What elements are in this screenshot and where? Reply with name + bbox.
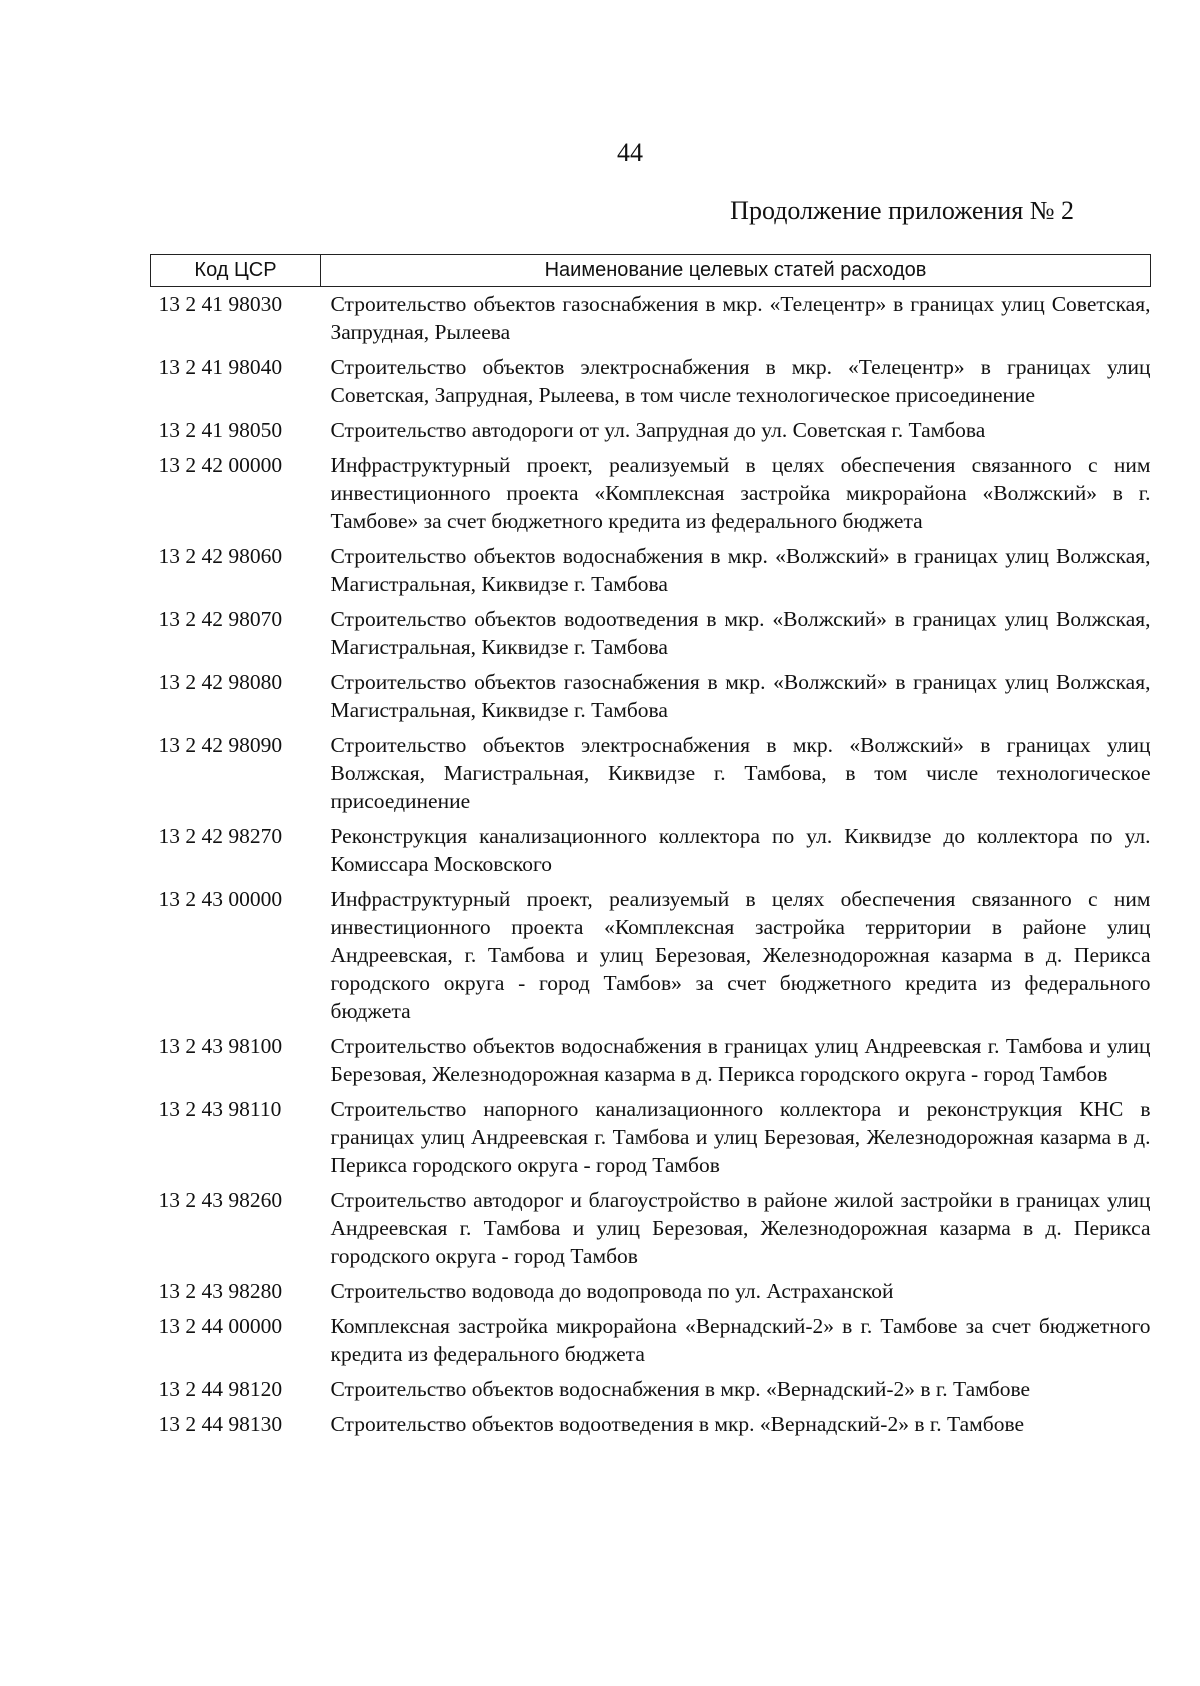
header-name: Наименование целевых статей расходов — [321, 255, 1151, 287]
row-code: 13 2 43 00000 — [158, 887, 283, 911]
row-name: Строительство автодорог и благоустройство в районе жилой застройки в границах улиц Андреевская г. Тамбова и улиц Березовая, Железнодорожная казарма в д. Перикса городского округа - город Тамбов — [330, 1188, 1151, 1268]
row-code: 13 2 42 98070 — [158, 607, 283, 631]
row-name: Строительство объектов электроснабжения в мкр. «Волжский» в границах улиц Волжская, Магистральная, Киквидзе г. Тамбова, в том числе технологическое присоединение — [330, 733, 1151, 813]
row-name: Строительство объектов электроснабжения в мкр. «Телецентр» в границах улиц Советская, Запрудная, Рылеева, в том числе технологическое присоединение — [330, 355, 1151, 407]
row-name: Комплексная застройка микрорайона «Вернадский-2» в г. Тамбове за счет бюджетного кредита из федерального бюджета — [330, 1314, 1151, 1366]
row-code: 13 2 42 98060 — [158, 544, 283, 568]
row-name: Строительство автодороги от ул. Запрудная до ул. Советская г. Тамбова — [330, 418, 986, 442]
table-row — [151, 605, 1151, 668]
row-name: Строительство объектов водоотведения в мкр. «Вернадский-2» в г. Тамбове — [330, 1412, 1025, 1436]
table-row — [151, 287, 1151, 354]
appendix-title: Продолжение приложения № 2 — [730, 196, 1074, 225]
row-code: 13 2 44 00000 — [158, 1314, 283, 1338]
table-row — [151, 885, 1151, 1032]
table-row — [151, 1095, 1151, 1186]
row-code: 13 2 42 98090 — [158, 733, 283, 757]
table-row — [151, 1410, 1151, 1445]
header-code: Код ЦСР — [151, 255, 321, 287]
page-number: 44 — [617, 138, 643, 167]
table-row — [151, 1312, 1151, 1375]
row-code: 13 2 44 98120 — [158, 1377, 283, 1401]
row-name: Инфраструктурный проект, реализуемый в целях обеспечения связанного с ним инвестиционного проекта «Комплексная застройка территории в районе улиц Андреевская, г. Тамбова и улиц Березовая, Железнодорожная казарма в д. Перикса городского округа - город Тамбов» за счет бюджетного кредита из федерального бюджета — [330, 887, 1151, 1023]
row-name: Строительство объектов газоснабжения в мкр. «Телецентр» в границах улиц Советская, Запрудная, Рылеева — [330, 292, 1151, 344]
table-row — [151, 731, 1151, 822]
table-row — [151, 542, 1151, 605]
budget-items-table — [150, 254, 1151, 1445]
row-code: 13 2 43 98100 — [158, 1034, 283, 1058]
table-row — [151, 416, 1151, 451]
row-code: 13 2 43 98260 — [158, 1188, 283, 1212]
table-row — [151, 668, 1151, 731]
table-header-row — [151, 255, 1151, 287]
table-row — [151, 1032, 1151, 1095]
table-row — [151, 1186, 1151, 1277]
table-row — [151, 451, 1151, 542]
row-name: Строительство объектов водоотведения в мкр. «Волжский» в границах улиц Волжская, Магистральная, Киквидзе г. Тамбова — [330, 607, 1151, 659]
row-code: 13 2 43 98110 — [158, 1097, 282, 1121]
row-name: Строительство объектов газоснабжения в мкр. «Волжский» в границах улиц Волжская, Магистральная, Киквидзе г. Тамбова — [330, 670, 1151, 722]
row-name: Строительство объектов водоснабжения в мкр. «Волжский» в границах улиц Волжская, Магистральная, Киквидзе г. Тамбова — [330, 544, 1151, 596]
table-row — [151, 822, 1151, 885]
row-code: 13 2 43 98280 — [158, 1279, 283, 1303]
row-name: Реконструкция канализационного коллектора по ул. Киквидзе до коллектора по ул. Комиссара Московского — [330, 824, 1151, 876]
row-code: 13 2 41 98040 — [158, 355, 283, 379]
row-name: Строительство объектов водоснабжения в границах улиц Андреевская г. Тамбова и улиц Березовая, Железнодорожная казарма в д. Перикса городского округа - город Тамбов — [330, 1034, 1151, 1086]
row-name: Строительство объектов водоснабжения в мкр. «Вернадский-2» в г. Тамбове — [330, 1377, 1031, 1401]
row-name: Строительство напорного канализационного коллектора и реконструкция КНС в границах улиц Андреевская г. Тамбова и улиц Березовая, Железнодорожная казарма в д. Перикса городского округа - город Тамбов — [330, 1097, 1151, 1177]
row-code: 13 2 41 98050 — [158, 418, 283, 442]
row-name: Строительство водовода до водопровода по ул. Астраханской — [330, 1279, 894, 1303]
row-code: 13 2 44 98130 — [158, 1412, 283, 1436]
table-row — [151, 1277, 1151, 1312]
row-name: Инфраструктурный проект, реализуемый в целях обеспечения связанного с ним инвестиционного проекта «Комплексная застройка микрорайона «Волжский» в г. Тамбове» за счет бюджетного кредита из федерального бюджета — [330, 453, 1151, 533]
row-code: 13 2 42 00000 — [158, 453, 283, 477]
table-row — [151, 1375, 1151, 1410]
table-row — [151, 353, 1151, 416]
row-code: 13 2 42 98270 — [158, 824, 283, 848]
row-code: 13 2 42 98080 — [158, 670, 283, 694]
row-code: 13 2 41 98030 — [158, 292, 283, 316]
